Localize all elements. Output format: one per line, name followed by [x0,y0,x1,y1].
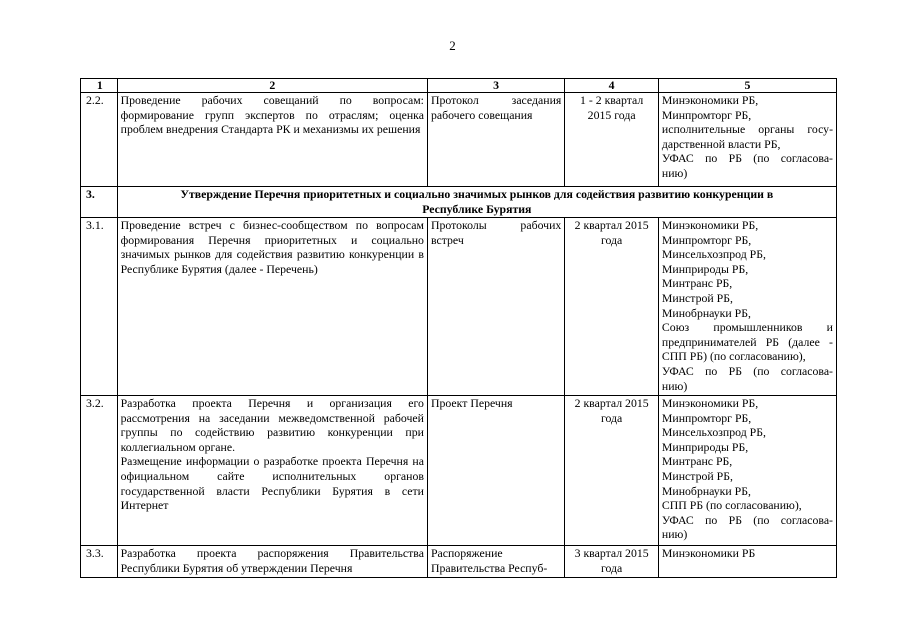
row-term: 3 квартал 2015 года [565,546,659,578]
executor-line: Минэкономики РБ, [661,396,759,410]
executor-line: УФАС по РБ (по согласова- [661,512,833,527]
row-result: Протоколы рабочих встреч [427,218,564,396]
table-row [81,396,837,546]
description-paragraph: Разработка проекта Перечня и организация его рассмотрения на заседании межведомственной рабочей группы по содействию развитию конкуренции при коллегиальном органе. [120,396,424,454]
row-term: 2 квартал 2015 года [565,218,659,396]
executor-line: Минпромторг РБ, [661,232,752,247]
table-row [81,218,837,396]
row-description: Разработка проекта распоряжения Правительства Республики Бурятия об утверждении Перечня [117,546,427,578]
executor-line: Минстрой РБ, [661,468,733,483]
plan-table [80,78,837,578]
row-result: Проект Перечня [427,396,564,546]
executor-line: Минприроды РБ, [661,261,749,276]
table-row [81,93,837,187]
description-paragraph: Размещение информации о разработке проекта Перечня на официальном сайте исполнительных органов государственной власти Республики Бурятия в сети Интернет [120,454,424,513]
executor-line: предпринимателей РБ (далее - [661,334,833,349]
executor-line: Союз промышленников и [661,320,833,335]
row-executors [658,396,836,546]
executor-line: Минтранс РБ, [661,454,733,469]
executor-line: Минэкономики РБ [661,546,756,560]
executor-line: Минэкономики РБ, [661,93,759,107]
header-cell: 5 [658,79,836,93]
table-header-row [81,79,837,93]
row-description [117,396,427,546]
executor-line: Минобрнауки РБ, [661,483,751,498]
executor-line: УФАС по РБ (по согласова- [661,363,833,378]
executor-line: Минобрнауки РБ, [661,305,751,320]
row-executors [658,93,836,187]
section-number: 3. [81,187,118,218]
row-number: 3.1. [81,218,118,396]
row-description: Проведение рабочих совещаний по вопросам: формирование групп экспертов по отраслям; оценка проблем внедрения Стандарта РК и механизмы их решения [117,93,427,187]
executor-line: нию) [661,378,688,393]
header-cell: 2 [117,79,427,93]
section-row [81,187,837,218]
table-row [81,546,837,578]
executor-line: Минпромторг РБ, [661,107,752,122]
executor-line: Минприроды РБ, [661,439,749,454]
executor-line: нию) [661,527,688,542]
row-result: Протокол заседания рабочего совещания [427,93,564,187]
row-description: Проведение встреч с бизнес-сообществом по вопросам формирования Перечня приоритетных и социально значимых рынков для содействия развитию конкуренции в Республике Бурятия (далее - Перечень) [117,218,427,396]
executor-line: СПП РБ) (по согласованию), [661,349,806,364]
row-term: 2 квартал 2015 года [565,396,659,546]
row-number: 2.2. [81,93,118,187]
executor-line: Минэкономики РБ, [661,218,759,232]
executor-line: нию) [661,165,688,180]
executor-line: исполнительные органы госу- [661,122,833,137]
executor-line: УФАС по РБ (по согласова- [661,151,833,166]
row-executors [658,546,836,578]
row-number: 3.3. [81,546,118,578]
executor-line: Минсельхозпрод РБ, [661,247,766,262]
executor-line: СПП РБ (по согласованию), [661,498,802,513]
row-number: 3.2. [81,396,118,546]
header-cell: 1 [81,79,118,93]
executor-line: Минстрой РБ, [661,290,733,305]
page-number: 2 [449,38,456,53]
executor-line: Минпромторг РБ, [661,410,752,425]
executor-line: Минтранс РБ, [661,276,733,291]
executor-line: Минсельхозпрод РБ, [661,425,766,440]
header-cell: 4 [565,79,659,93]
row-result: Распоряжение Правительства Респуб- [427,546,564,578]
section-title: Утверждение Перечня приоритетных и социально значимых рынков для содействия развитию конкуренции в Республике Бурятия [117,187,836,218]
executor-line: дарственной власти РБ, [661,136,781,151]
header-cell: 3 [427,79,564,93]
row-term: 1 - 2 квартал 2015 года [565,93,659,187]
row-executors [658,218,836,396]
